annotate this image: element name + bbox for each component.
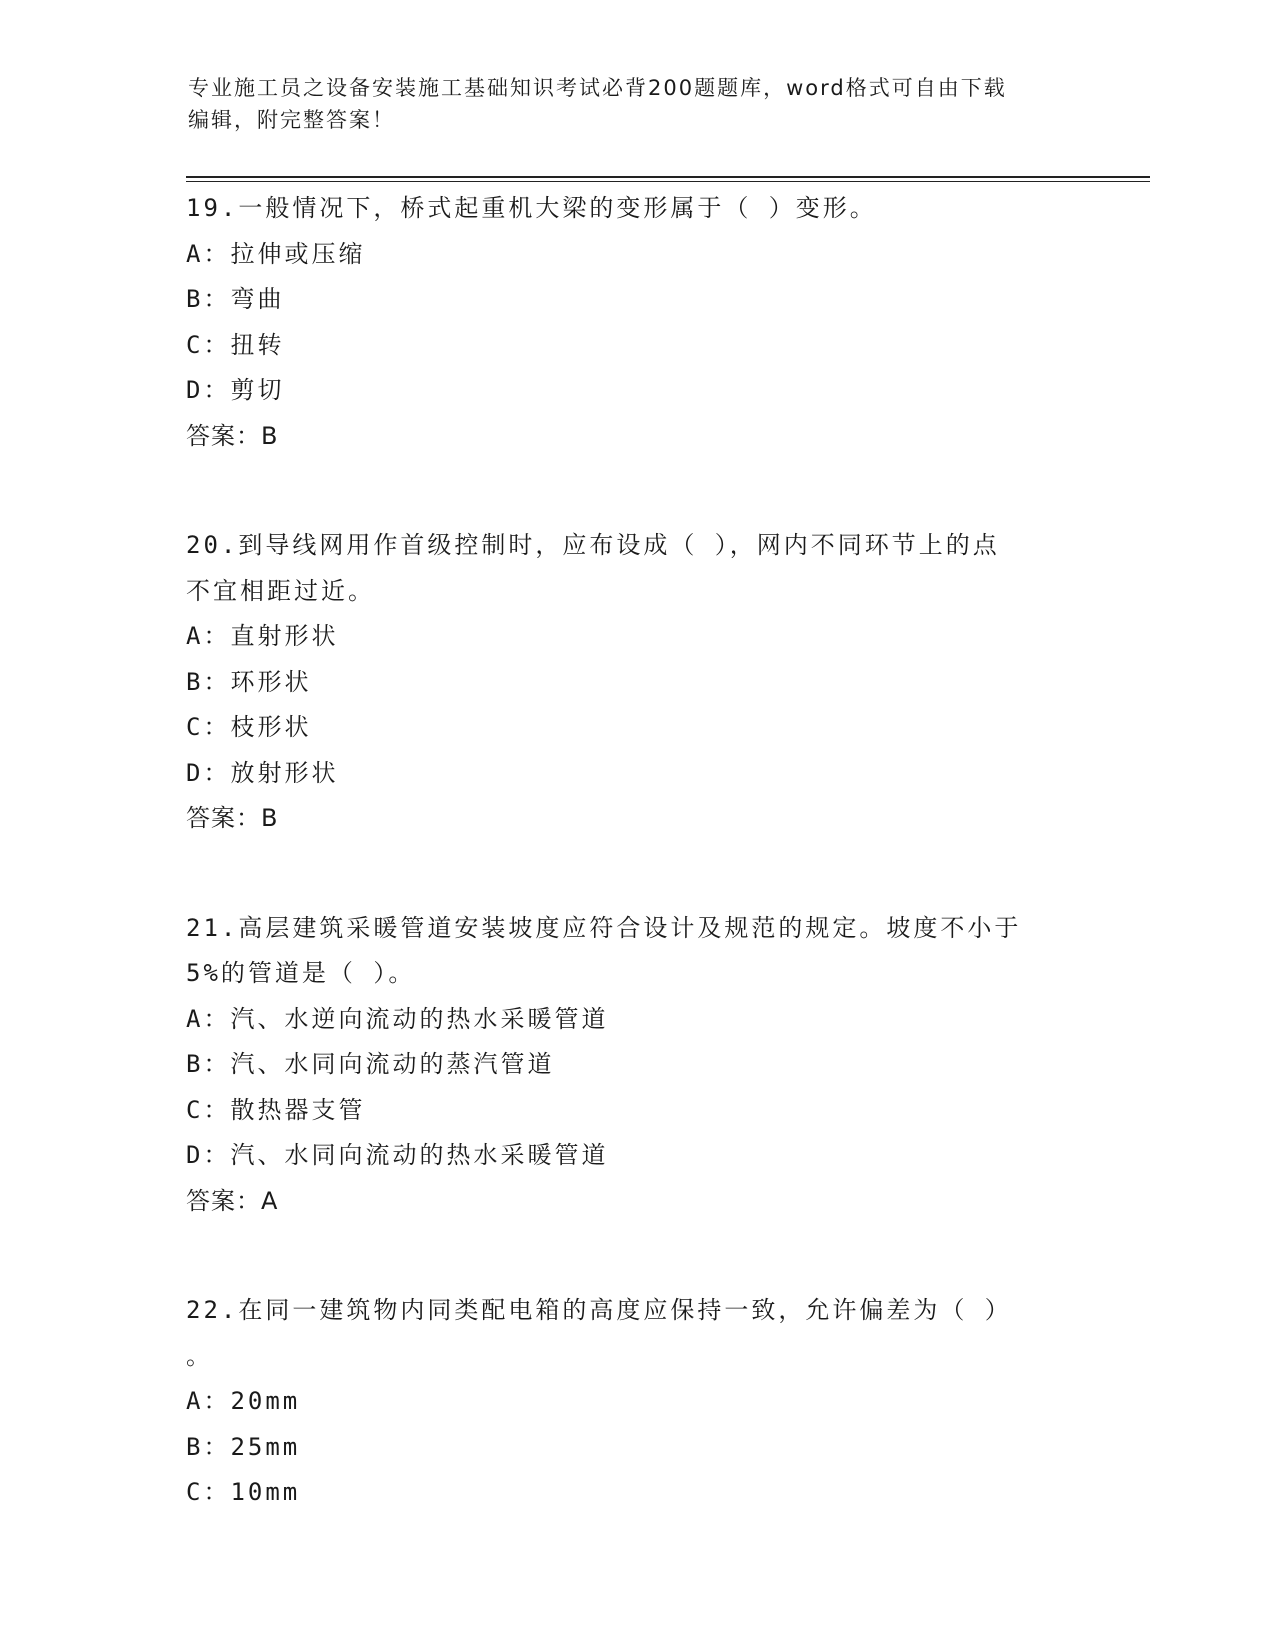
option-c: C：散热器支管 <box>186 1095 366 1124</box>
option-a: A：汽、水逆向流动的热水采暖管道 <box>186 1004 609 1033</box>
question-stem-continued: 不宜相距过近。 <box>186 576 375 605</box>
option-b: B：25mm <box>186 1432 301 1461</box>
option-c: C：10mm <box>186 1478 301 1506</box>
question-stem: 19.一般情况下，桥式起重机大梁的变形属于（ ）变形。 <box>186 194 877 222</box>
option-d: D：放射形状 <box>186 758 339 787</box>
question-stem-continued: 。 <box>186 1341 213 1370</box>
question-20 <box>186 523 1086 842</box>
question-stem: 22.在同一建筑物内同类配电箱的高度应保持一致，允许偏差为（ ） <box>186 1296 1012 1324</box>
option-c: C：扭转 <box>186 330 285 359</box>
option-d: D：剪切 <box>186 376 285 404</box>
option-c: C：枝形状 <box>186 713 312 741</box>
question-stem: 21.高层建筑采暖管道安装坡度应符合设计及规范的规定。坡度不小于 <box>186 913 1022 942</box>
header-rule-thick <box>186 176 1150 178</box>
option-b: B：弯曲 <box>186 285 285 313</box>
question-22 <box>186 1288 1086 1516</box>
option-a: A：20mm <box>186 1387 301 1415</box>
question-stem-continued: 5%的管道是（ ）。 <box>186 959 416 987</box>
option-d: D：汽、水同向流动的热水采暖管道 <box>186 1141 609 1169</box>
question-19 <box>186 186 1086 459</box>
document-header <box>188 72 1068 136</box>
header-line-2: 编辑，附完整答案！ <box>188 108 395 132</box>
answer: 答案：B <box>186 804 279 832</box>
question-21 <box>186 906 1086 1225</box>
question-stem: 20.到导线网用作首级控制时，应布设成（ ），网内不同环节上的点 <box>186 531 1000 559</box>
header-rule-thin <box>186 181 1150 182</box>
option-a: A：直射形状 <box>186 622 339 650</box>
option-b: B：汽、水同向流动的蒸汽管道 <box>186 1050 555 1078</box>
answer: 答案：A <box>186 1186 279 1215</box>
answer: 答案：B <box>186 421 279 450</box>
option-a: A：拉伸或压缩 <box>186 239 366 268</box>
header-line-1: 专业施工员之设备安装施工基础知识考试必背200题题库，word格式可自由下载 <box>188 76 1007 100</box>
question-list <box>186 186 1086 1580</box>
option-b: B：环形状 <box>186 667 312 696</box>
